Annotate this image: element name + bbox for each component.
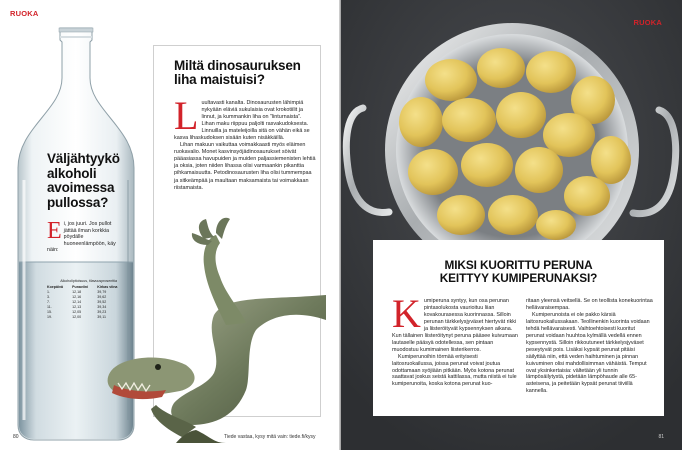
table-cell: 12,16 bbox=[72, 295, 82, 300]
potato-article-box bbox=[373, 240, 664, 416]
table-cell: 19. bbox=[47, 315, 52, 320]
potato-paragraph: Kumiperunoista ei ole pakko kärsiä laitosruokailussakaan. Teollinenkin kuorinta voidaan tehdä hellävaraisesti. Vaihtoehtoisesti kuoritut perunat voidaan huuhtoa kylmällä vedellä ennen kypsennystä. Silloin rikkoutuneet tärkkelysjyväset peseytyvät pois. Lisäksi kypsät perunat pitäisi säilyttää niin, että veden haihtuminen ja pinnan kuivuminen olisi mahdollisimman vähäistä. Temput ovat yksinkertaisia: vältetään yli tunnin lämpösäilytystä, pidetään lämpöhaude alle 65-asteisena, ja peitetään kypsät perunat tiiviillä kannella. bbox=[526, 311, 650, 395]
potato-title-line: MIKSI KUORITTU PERUNA bbox=[444, 258, 593, 272]
dinosaur-image bbox=[96, 215, 326, 445]
table-cell: 12,05 bbox=[72, 310, 82, 315]
table-cell: 39,79 bbox=[97, 290, 107, 295]
potato-article-title bbox=[373, 259, 664, 285]
table-cell: 12,13 bbox=[72, 305, 82, 310]
right-page bbox=[341, 0, 682, 450]
table-header: Kirkas viina bbox=[97, 285, 118, 290]
potato-paragraph-text: umiperuna syntyy, kun osa perunan pintasolukosta vaurioituu liian kovakourasessa kuorinnassa. Silloin perunan tärkkelysjyväset hiertyvät rikki ja liisteröityvät kypsennyksen aikana. Kun tällainen liisteröitynyt peruna pääsee kuivumaan lautaselle pääsyä odotellessa, sen pintaan muodostuu kumimainen liisterikerros. bbox=[392, 298, 518, 353]
table-cell: 39,11 bbox=[97, 315, 106, 320]
dino-article-body bbox=[174, 93, 316, 192]
bottle-article-text: i, jos juuri. Jos pullot jättää ilman korkkia pöydälle huoneenlämpöön, käy näin: bbox=[47, 221, 116, 254]
potato-column-2 bbox=[526, 298, 653, 395]
potato-column-1 bbox=[392, 291, 519, 395]
potato-paragraph: ritaan yleensä veitsellä. Se on teollista konekuorintaa hellävaraisempaa. bbox=[526, 298, 653, 311]
table-cell: 7. bbox=[47, 300, 50, 305]
dino-article-title: Miltä dinosauruksen liha maistuisi? bbox=[174, 58, 301, 87]
table-cell: 39,23 bbox=[97, 310, 107, 315]
magazine-footer: Tiede vastaa, kysy mitä vain: tiede.fi/kysy bbox=[224, 434, 316, 440]
table-cell: 15. bbox=[47, 310, 52, 315]
potato-article-body bbox=[392, 291, 654, 395]
table-cell: 39,34 bbox=[97, 305, 107, 310]
bottle-dropcap: E bbox=[47, 218, 62, 244]
table-cell: 1. bbox=[47, 290, 50, 295]
dino-paragraph bbox=[174, 93, 316, 142]
section-tag-left: RUOKA bbox=[10, 9, 39, 18]
potato-paragraph: Kumiperunoihin törmää erityisesti laitosruokailussa, joissa perunat voivat joutua odottamaan syöjiään pitkään. Myös kotona perunat saattavat joskus seistä kattilassa, mutta niistä ei tule kumiperunoita, koska kotona perunat kuo- bbox=[392, 353, 517, 388]
bottle-article-title: Väljähtyykö alkoholi avoimessa pullossa? bbox=[47, 151, 120, 210]
dino-paragraph-text: uultavasti kanalta. Dinosaurusten lähimpiä nykyään eläviä sukulaisia ovat krokotiilit ja linnut, ja kummankin liha on ”linturnaista”. Lihan maku riippuu paljolti rasvakudoksesta. Linnuilla ja mateleijoilla sitä on vähän eikä se kasva lihaskudoksen sisään kuten nisäkkäillä. bbox=[174, 100, 310, 142]
table-cell: 12,14 bbox=[72, 300, 82, 305]
table-cell: 39,52 bbox=[97, 300, 107, 305]
potato-paragraph bbox=[392, 291, 519, 354]
table-header: Koepäivä bbox=[47, 285, 63, 290]
table-cell: 12,18 bbox=[72, 290, 82, 295]
table-cell: 3. bbox=[47, 295, 50, 300]
table-cell: 11. bbox=[47, 305, 52, 310]
page-number-right: 81 bbox=[658, 434, 664, 440]
alcohol-table-caption: Alkoholipitoisuus, tilavuusprosenttia bbox=[60, 279, 117, 283]
potato-dropcap: K bbox=[392, 291, 421, 336]
table-cell: 12,00 bbox=[72, 315, 82, 320]
potato-title-line: KEITTYY KUMIPERUNAKSI? bbox=[439, 271, 598, 286]
dino-paragraph: Lihan makuun vaikuttaa voimakkaasti myös eläimen ruokavalio. Monet kasvinsyöjädinosaurukset söivät pääasiassa havupuiden ja muiden paljassiemenisten lehtiä ja oksia, joten niiden lihassa olisi varmaankin pikanttia pihkamaisuutta. Petodinosaurusten liha olisi tummempaa ja sitkeämpää ja maultaan maksamaista tai voimakkaan riistamaista. bbox=[174, 142, 316, 191]
page-number-left: 80 bbox=[13, 434, 19, 440]
table-cell: 39,62 bbox=[97, 295, 107, 300]
table-header: Punaviini bbox=[72, 285, 89, 290]
dino-dropcap: L bbox=[174, 93, 199, 138]
section-tag-right: RUOKA bbox=[633, 18, 662, 27]
